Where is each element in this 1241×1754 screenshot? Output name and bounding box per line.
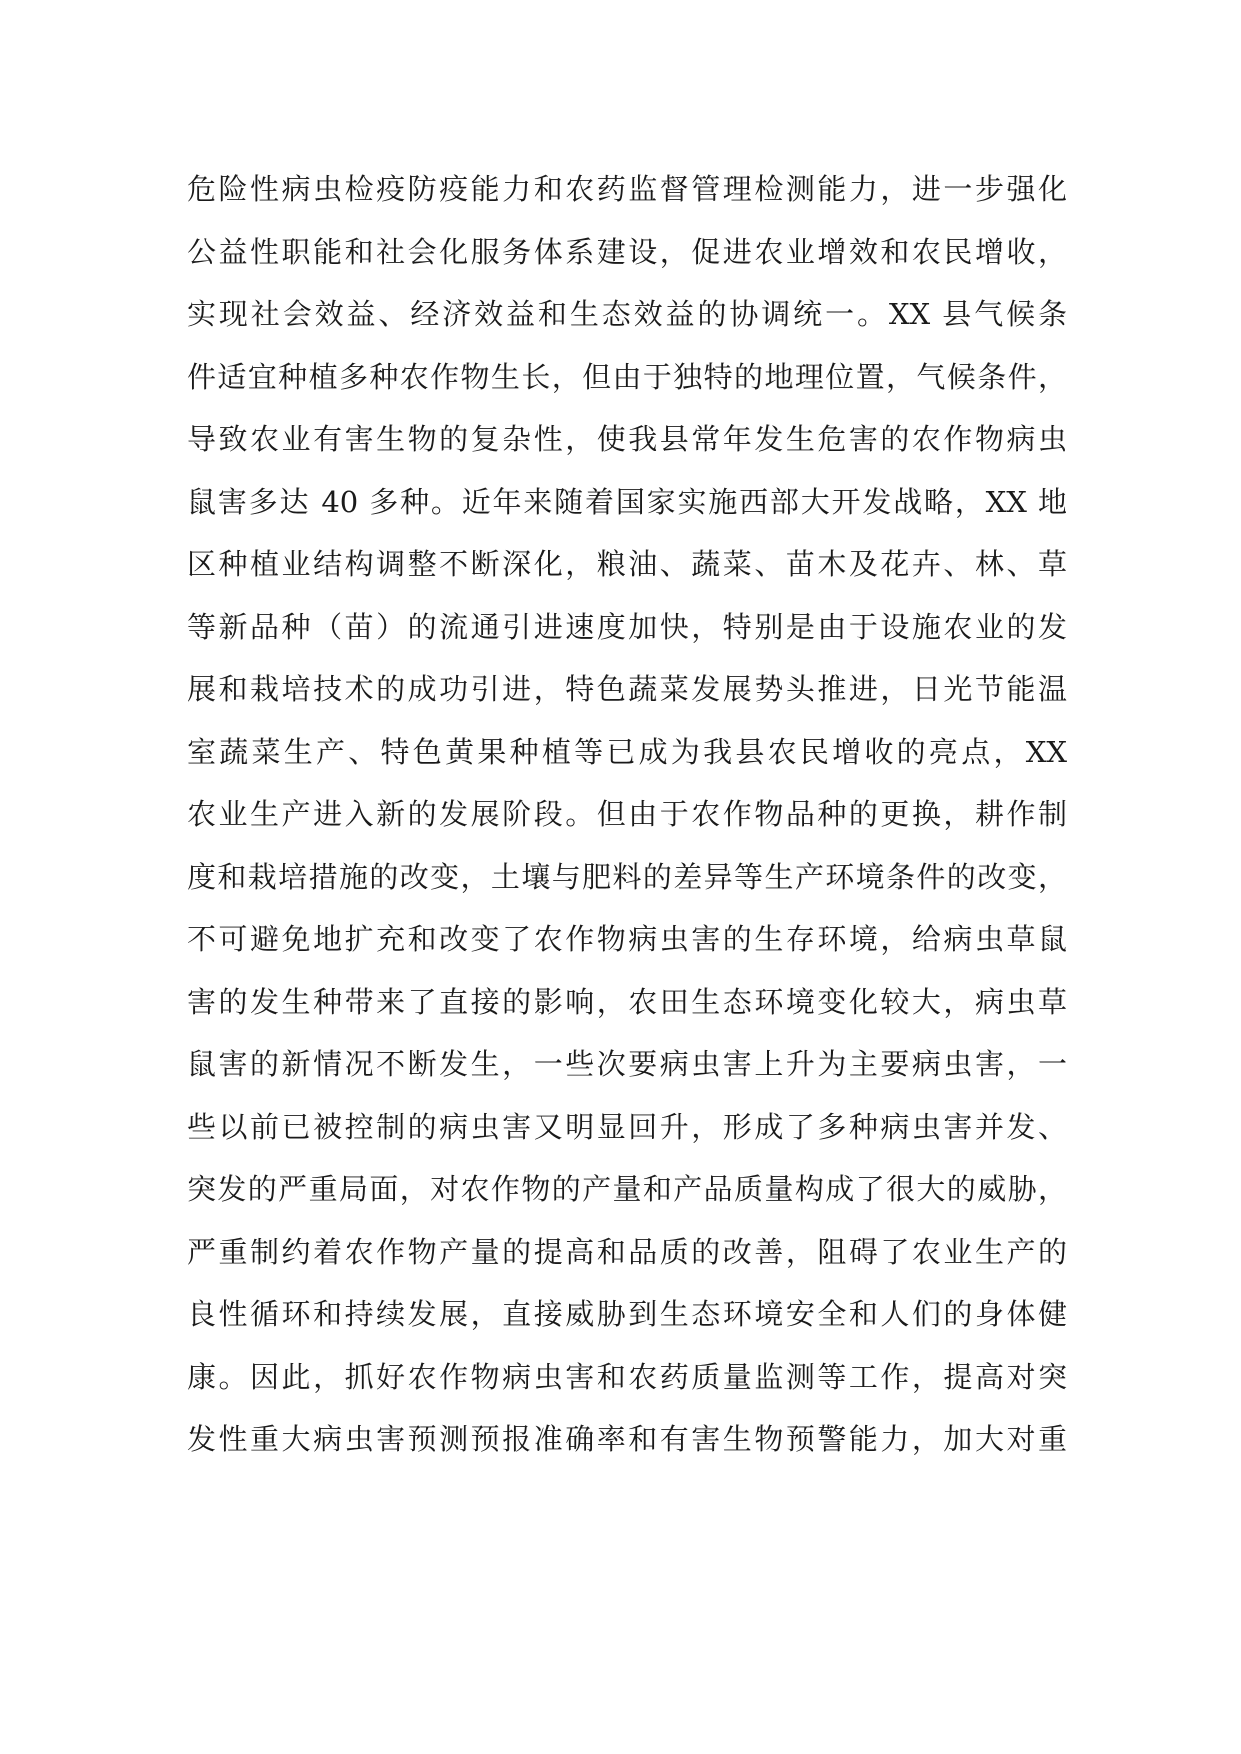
paragraph-line: 严重制约着农作物产量的提高和品质的改善，阻碍了农业生产的 [187, 1234, 1067, 1269]
paragraph-line: 室蔬菜生产、特色黄果种植等已成为我县农民增收的亮点，XX [187, 734, 1067, 769]
paragraph-line: 实现社会效益、经济效益和生态效益的协调统一。XX 县气候条 [187, 297, 1067, 331]
paragraph-line: 不可避免地扩充和改变了农作物病虫害的生存环境，给病虫草鼠 [187, 922, 1067, 956]
paragraph-line: 件适宜种植多种农作物生长，但由于独特的地理位置，气候条件， [187, 359, 1067, 394]
paragraph-line: 害的发生种带来了直接的影响，农田生态环境变化较大，病虫草 [187, 984, 1067, 1019]
paragraph-line: 突发的严重局面，对农作物的产量和产品质量构成了很大的威胁， [187, 1172, 1067, 1206]
paragraph-line: 良性循环和持续发展，直接威胁到生态环境安全和人们的身体健 [187, 1297, 1067, 1331]
paragraph-line: 公益性职能和社会化服务体系建设，促进农业增效和农民增收， [187, 234, 1067, 269]
paragraph-line: 危险性病虫检疫防疫能力和农药监督管理检测能力，进一步强化 [187, 172, 1067, 206]
paragraph-line: 展和栽培技术的成功引进，特色蔬菜发展势头推进，日光节能温 [187, 672, 1067, 706]
paragraph-line: 农业生产进入新的发展阶段。但由于农作物品种的更换，耕作制 [187, 797, 1067, 831]
paragraph-line: 康。因此，抓好农作物病虫害和农药质量监测等工作，提高对突 [187, 1359, 1067, 1394]
paragraph-line: 鼠害的新情况不断发生，一些次要病虫害上升为主要病虫害，一 [187, 1047, 1067, 1081]
body-paragraph [187, 158, 1067, 1471]
paragraph-line: 鼠害多达 40 多种。近年来随着国家实施西部大开发战略，XX 地 [187, 484, 1067, 519]
paragraph-line: 度和栽培措施的改变，土壤与肥料的差异等生产环境条件的改变， [187, 859, 1067, 894]
paragraph-line: 导致农业有害生物的复杂性，使我县常年发生危害的农作物病虫 [187, 422, 1067, 456]
paragraph-line: 等新品种（苗）的流通引进速度加快，特别是由于设施农业的发 [187, 609, 1067, 644]
paragraph-line: 发性重大病虫害预测预报准确率和有害生物预警能力，加大对重 [187, 1422, 1067, 1456]
paragraph-line: 些以前已被控制的病虫害又明显回升，形成了多种病虫害并发、 [187, 1109, 1067, 1144]
paragraph-line: 区种植业结构调整不断深化，粮油、蔬菜、苗木及花卉、林、草 [187, 547, 1067, 581]
